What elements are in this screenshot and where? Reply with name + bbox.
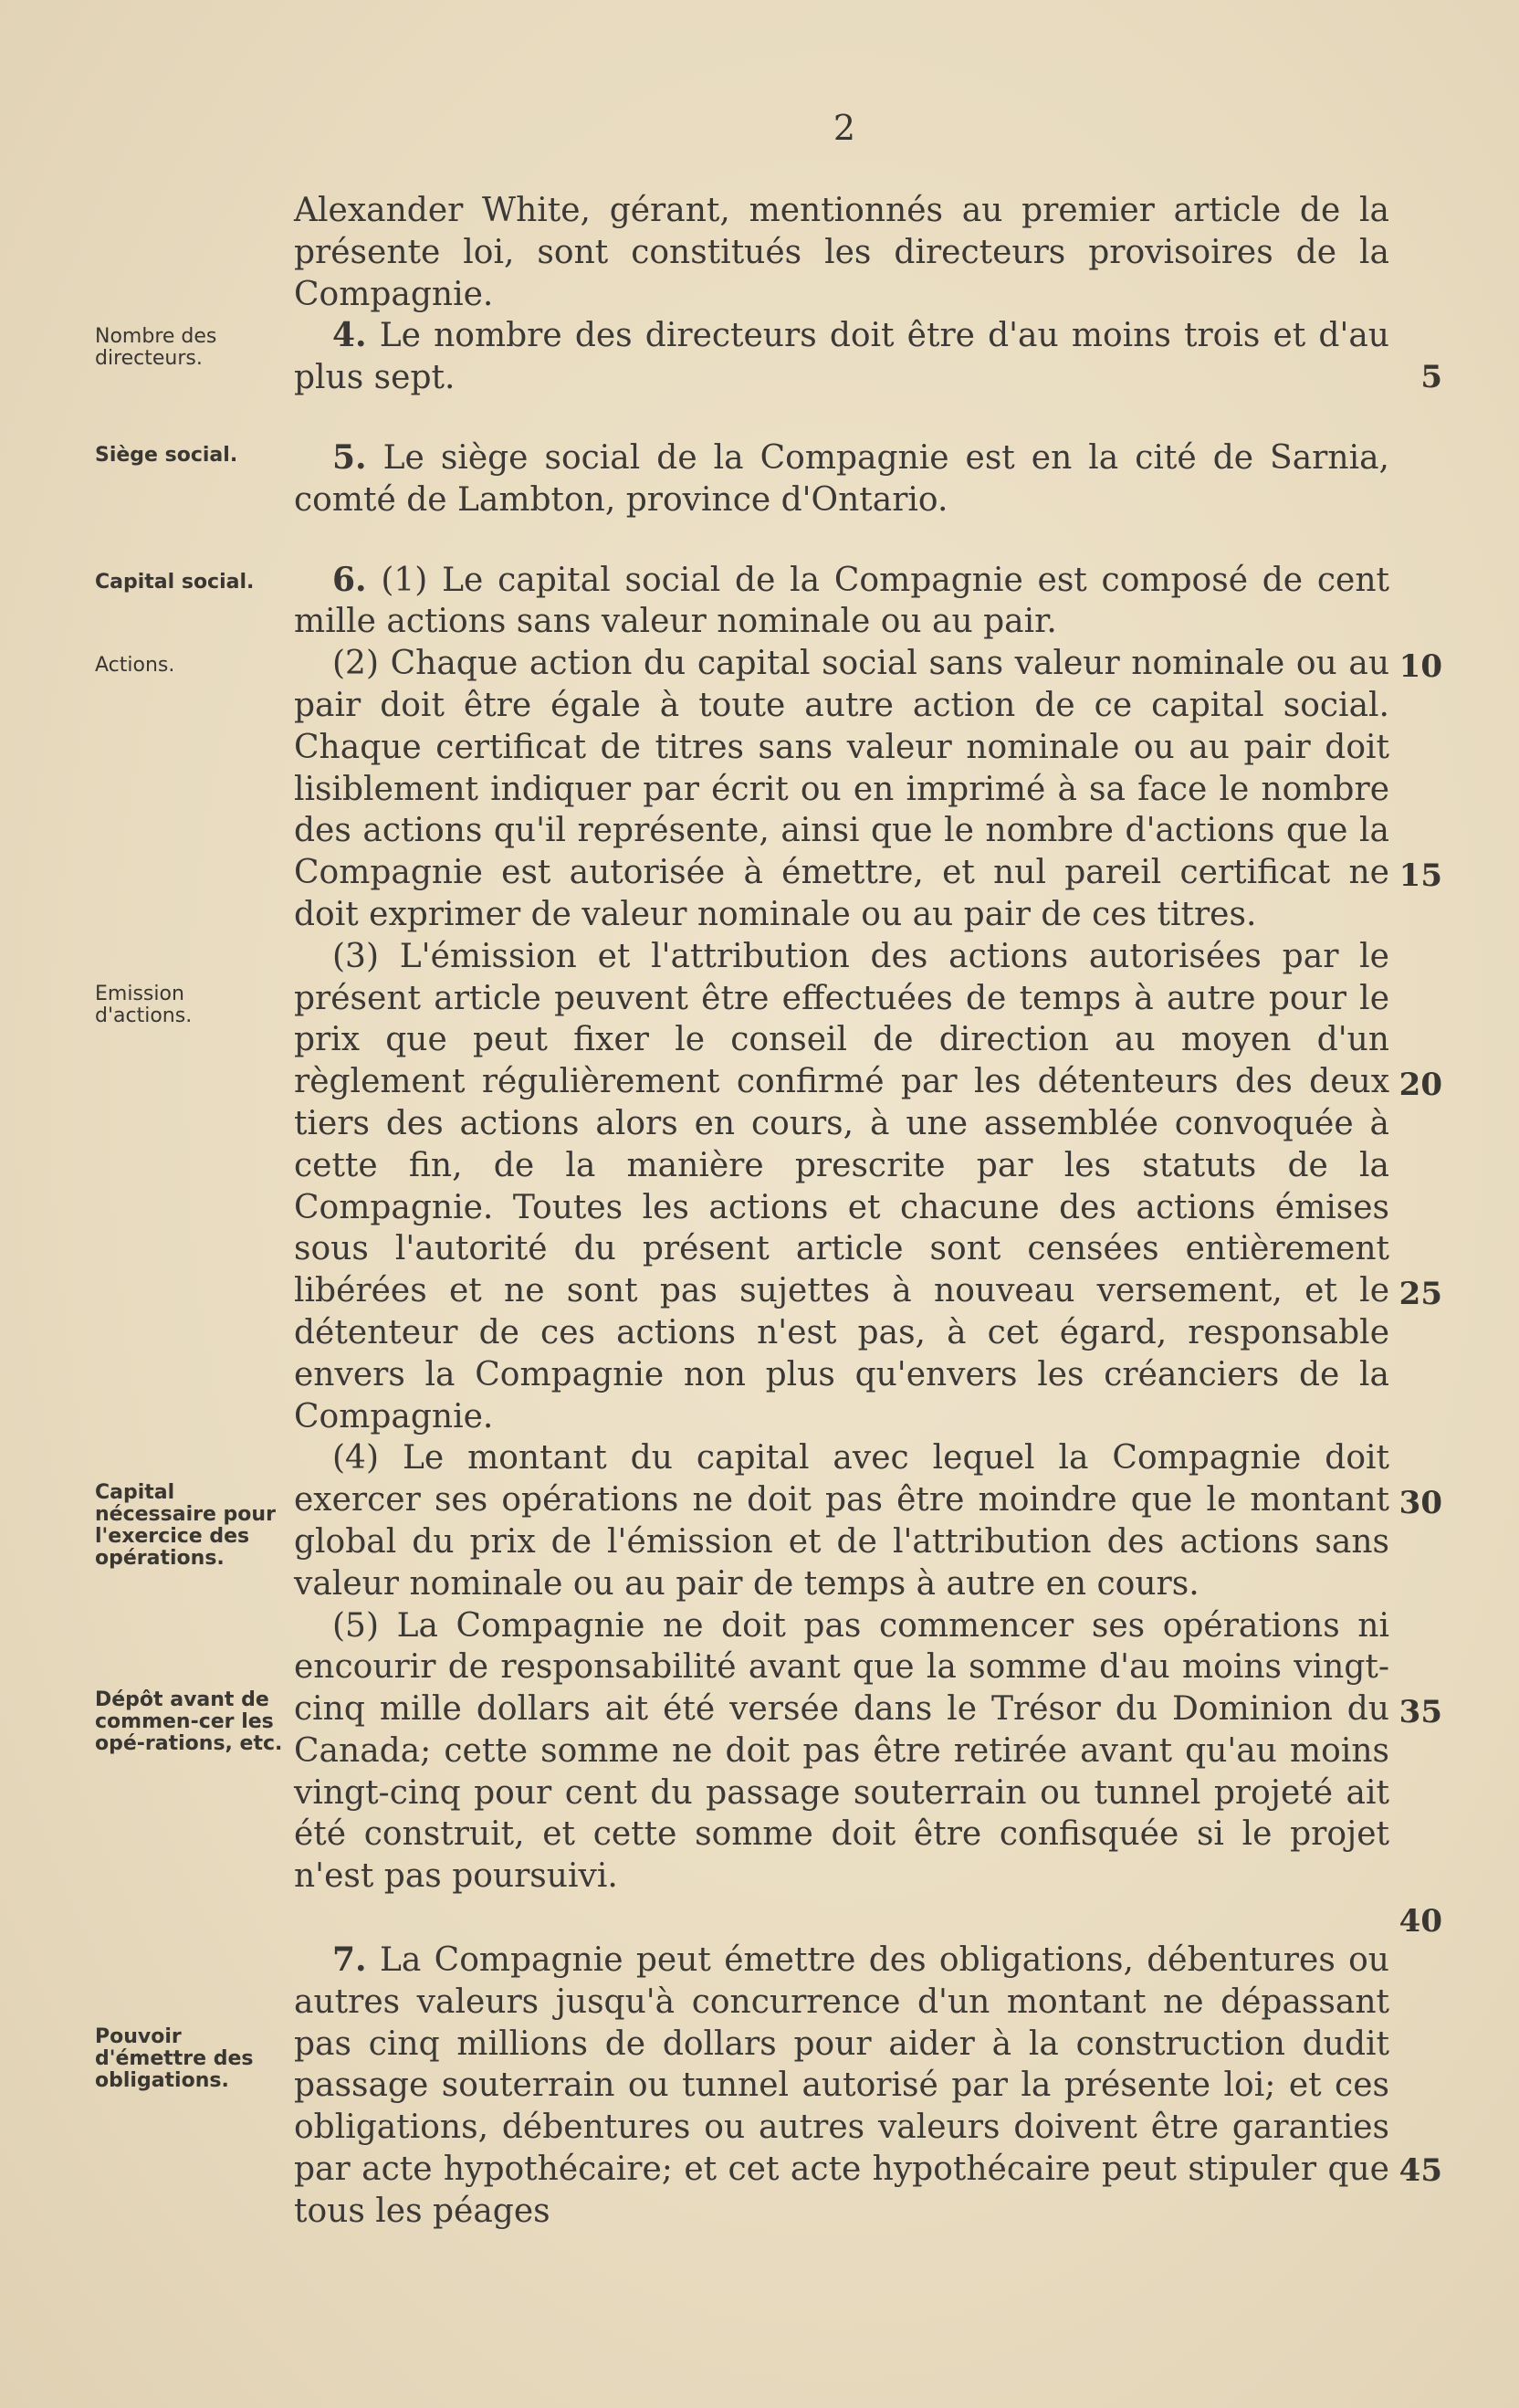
line-number-45: 45	[1399, 2152, 1442, 2189]
line-number-30: 30	[1399, 1485, 1442, 1521]
paragraph-text: (2) Chaque action du capital social sans valeur nominale ou au pair doit être égale à toute autre action de ce capital social. Chaque certificat de titres sans valeur nominale ou au pair doit lisiblement indiquer par écrit ou en imprimé à sa face le nombre des actions qu'il représente, ainsi que le nombre d'actions que la Compagnie est autorisée à émettre, et nul pareil certificat ne doit exprimer de valeur nominale ou au pair de ces titres.	[294, 645, 1389, 933]
section-number: 7.	[332, 1940, 367, 1980]
section-6-2	[294, 643, 1389, 936]
paragraph-continuation	[294, 190, 1389, 315]
paragraph-text: Le siège social de la Compagnie est en la cité de Sarnia, comté de Lambton, province d'Ontario.	[294, 438, 1390, 519]
section-number: 4.	[332, 316, 367, 355]
paragraph-text: (5) La Compagnie ne doit pas commencer ses opérations ni encourir de responsabilité avant que la somme d'au moins vingt-cinq mille dollars ait été versée dans le Trésor du Dominion du Canada; cette somme ne doit pas être retirée avant qu'au moins vingt-cinq pour cent du passage souterrain ou tunnel projeté ait été construit, et cette somme doit être confisquée si le projet n'est pas poursuivi.	[294, 1606, 1389, 1896]
margin-note-capital-social: Capital social.	[95, 571, 255, 594]
paragraph-text: La Compagnie peut émettre des obligations, débentures ou autres valeurs jusqu'à concurrence d'un montant ne dépassant pas cinq millions de dollars pour aider à la construction dudit passage souterrain ou tunnel autorisé par la présente loi; et ces obligations, débentures ou autres valeurs doivent être garanties par acte hypothécaire; et cet acte hypothécaire peut stipuler que tous les péages	[294, 1941, 1389, 2230]
paragraph-text: (3) L'émission et l'attribution des actions autorisées par le présent article peuvent être effectuées de temps à autre pour le prix que peut fixer le conseil de direction au moyen d'un règlement régulièrement confirmé par les détenteurs des deux tiers des actions alors en cours, à une assemblée convoquée à cette fin, de la manière prescrite par les statuts de la Compagnie. Toutes les actions et chacune des actions émises sous l'autorité du présent article sont censées entièrement libérées et ne sont pas sujettes à nouveau versement, et le détenteur de ces actions n'est pas, à cet égard, responsable envers la Compagnie non plus qu'envers les créanciers de la Compagnie.	[294, 937, 1389, 1435]
body-text	[294, 190, 1389, 2233]
paragraph-text: Le nombre des directeurs doit être d'au moins trois et d'au plus sept.	[294, 317, 1389, 397]
line-number-5: 5	[1420, 359, 1442, 395]
section-7	[294, 1940, 1389, 2233]
margin-note-capital-necessaire: Capital nécessaire pour l'exercice des opérations.	[95, 1481, 276, 1570]
line-number-20: 20	[1399, 1067, 1442, 1103]
paragraph-text: Alexander White, gérant, mentionnés au premier article de la présente loi, sont constitués les directeurs provisoires de la Compagnie.	[294, 192, 1389, 313]
section-6-1	[294, 560, 1389, 644]
margin-note-depot-avant: Dépôt avant de commen-cer les opé-rations, etc.	[95, 1688, 283, 1755]
paragraph-text: (1) Le capital social de la Compagnie est composé de cent mille actions sans valeur nominale ou au pair.	[294, 561, 1389, 641]
line-number-10: 10	[1399, 648, 1442, 685]
margin-note-siege-social: Siège social.	[95, 444, 238, 467]
section-4	[294, 315, 1389, 399]
line-number-25: 25	[1399, 1276, 1442, 1312]
margin-note-actions: Actions.	[95, 654, 175, 677]
paragraph-text: (4) Le montant du capital avec lequel la Compagnie doit exercer ses opérations ne doit pas être moindre que le montant global du prix de l'émission et de l'attribution des actions sans valeur nominale ou au pair de temps à autre en cours.	[294, 1439, 1389, 1603]
page-number: 2	[833, 108, 856, 148]
section-number: 6.	[332, 560, 367, 599]
section-6-4	[294, 1437, 1389, 1604]
line-number-40: 40	[1399, 1903, 1442, 1940]
line-number-15: 15	[1399, 857, 1442, 894]
margin-note-pouvoir-emettre: Pouvoir d'émettre des obligations.	[95, 2025, 254, 2092]
section-number: 5.	[332, 437, 367, 477]
section-6-5	[294, 1605, 1389, 1898]
line-number-35: 35	[1399, 1694, 1442, 1730]
margin-note-emission-actions: Emission d'actions.	[95, 983, 193, 1027]
section-6-3	[294, 936, 1389, 1438]
margin-note-nombre-directeurs: Nombre des directeurs.	[95, 325, 217, 370]
section-5	[294, 437, 1389, 521]
